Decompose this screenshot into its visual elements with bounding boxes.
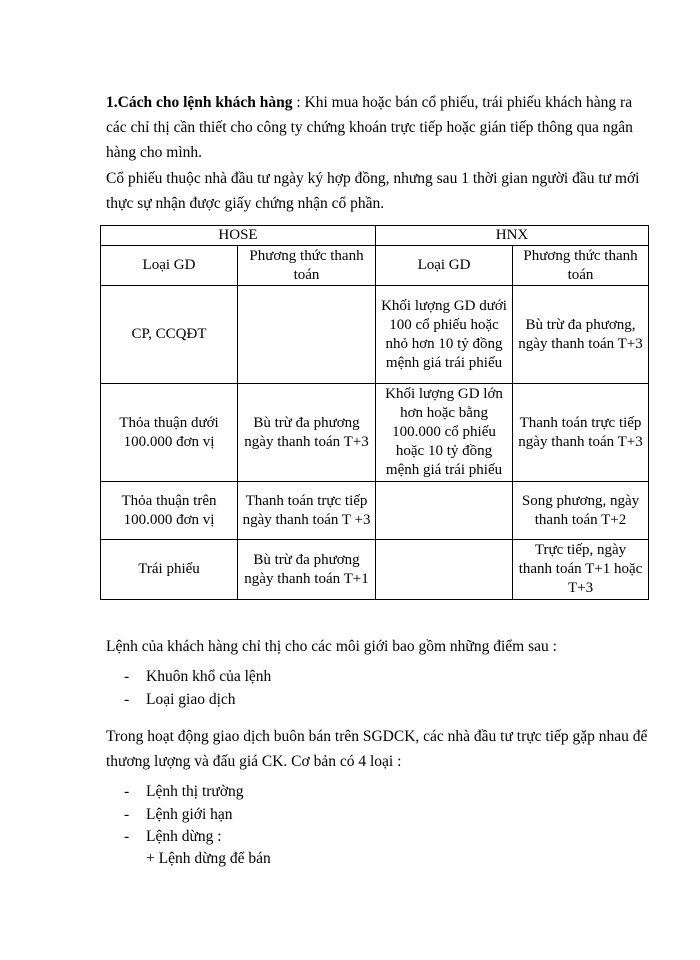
bullet-dash: - <box>124 805 130 823</box>
order-contents-list <box>124 666 271 711</box>
table-cell: Trái phiếu <box>101 540 238 600</box>
table-cell: Thanh toán trực tiếp ngày thanh toán T +3 <box>238 482 376 540</box>
table-cell: Bù trừ đa phương ngày thanh toán T+1 <box>238 540 376 600</box>
table-cell <box>376 482 513 540</box>
order-types-list <box>124 781 244 849</box>
list-item: - Khuôn khổ của lệnh <box>124 666 271 689</box>
hnx-payment-header: Phương thức thanh toán <box>513 246 649 286</box>
bullet-dash: - <box>124 690 130 708</box>
list-item: - Lệnh dừng : <box>124 826 244 849</box>
table-cell: Khối lượng GD lớn hơn hoặc bằng 100.000 cổ phiếu hoặc 10 tỷ đồng mệnh giá trái phiếu <box>376 384 513 482</box>
table-cell: Bù trừ đa phương, ngày thanh toán T+3 <box>513 286 649 384</box>
table-row <box>101 482 649 540</box>
hose-payment-header: Phương thức thanh toán <box>238 246 376 286</box>
sub-list-item: + Lệnh dừng để bán <box>146 850 271 867</box>
table-cell: Thỏa thuận dưới 100.000 đơn vị <box>101 384 238 482</box>
table-cell: Thỏa thuận trên 100.000 đơn vị <box>101 482 238 540</box>
bullet-dash: - <box>124 783 130 800</box>
bullet-dash: - <box>124 668 130 685</box>
table-column-header <box>101 246 649 286</box>
table-row <box>101 540 649 600</box>
table-group-header <box>101 226 649 246</box>
table-cell: Trực tiếp, ngày thanh toán T+1 hoặc T+3 <box>513 540 649 600</box>
section-heading: 1.Cách cho lệnh khách hàng <box>106 94 293 111</box>
hnx-type-header: Loại GD <box>376 246 513 286</box>
hose-type-header: Loại GD <box>101 246 238 286</box>
table-cell <box>376 540 513 600</box>
table-row <box>101 286 649 384</box>
paragraph-order-contents: Lệnh của khách hàng chỉ thị cho các môi giới bao gồm những điểm sau : <box>106 638 557 655</box>
paragraph-order-types: Trong hoạt động giao dịch buôn bán trên SGDCK, các nhà đầu tư trực tiếp gặp nhau để thương lượng và đấu giá CK. Cơ bản có 4 loại : <box>106 728 648 770</box>
list-item: - Lệnh thị trường <box>124 781 244 804</box>
bullet-dash: - <box>124 828 130 845</box>
table-cell: Thanh toán trực tiếp ngày thanh toán T+3 <box>513 384 649 482</box>
table-cell: CP, CCQĐT <box>101 286 238 384</box>
table-cell <box>238 286 376 384</box>
paragraph-share-ownership: Cổ phiếu thuộc nhà đầu tư ngày ký hợp đồng, nhưng sau 1 thời gian người đầu tư mới thực sự nhận được giấy chứng nhận cổ phần. <box>106 170 640 212</box>
settlement-table <box>100 225 649 600</box>
list-item: - Lệnh giới hạn <box>124 804 244 827</box>
section-intro <box>106 90 656 165</box>
table-cell: Song phương, ngày thanh toán T+2 <box>513 482 649 540</box>
intro-text: : Khi mua hoặc bán cổ phiếu, trái phiếu khách hàng ra các chỉ thị cần thiết cho công ty chứng khoán trực tiếp hoặc gián tiếp thông qua ngân hàng cho mình. <box>106 94 633 161</box>
hose-header: HOSE <box>101 226 376 246</box>
table-row <box>101 384 649 482</box>
table-cell: Bù trừ đa phương ngày thanh toán T+3 <box>238 384 376 482</box>
table-cell: Khối lượng GD dưới 100 cổ phiếu hoặc nhỏ hơn 10 tỷ đồng mệnh giá trái phiếu <box>376 286 513 384</box>
list-item: - Loại giao dịch <box>124 689 271 712</box>
hnx-header: HNX <box>376 226 649 246</box>
